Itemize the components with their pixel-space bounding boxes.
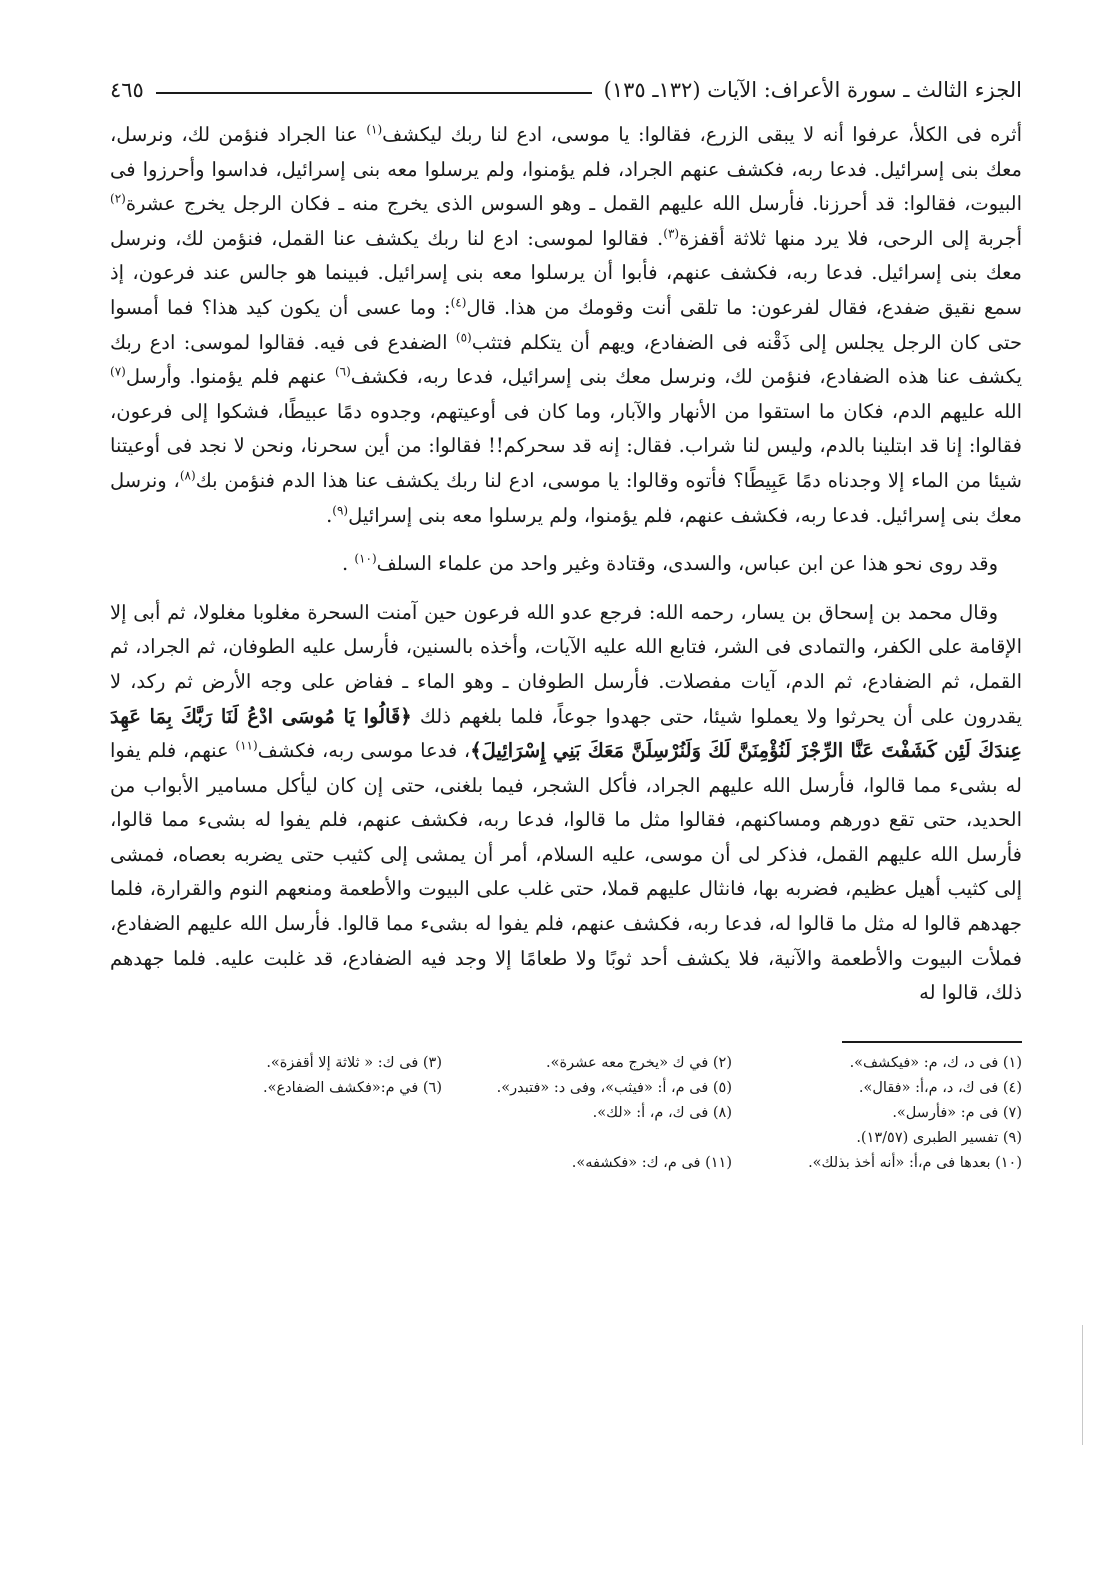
- footnotes: [110, 1051, 1022, 1176]
- page-number: ٤٦٥: [110, 78, 144, 102]
- footnote-ref-11[interactable]: (١١): [235, 738, 258, 753]
- footnote-ref-9[interactable]: (٩): [332, 503, 349, 518]
- footnote-6: (٦) في م:«فكشف الضفادع».: [263, 1079, 442, 1096]
- footnote-3: (٣) فى ك: « ثلاثة إلا أقفزة».: [266, 1054, 442, 1071]
- text-segment: وقال محمد بن إسحاق بن يسار، رحمه الله: فرجع عدو الله فرعون حين آمنت السحرة مغلوبا مغلولا، ثم أبى إلا الإقامة على الكفر، والتمادى فى الشر، فتابع الله عليه الآيات، وأخذه بالسنين، فأرسل عليه الطوفان، ثم الجراد، ثم القمل، ثم الضفادع، ثم الدم، آيات مفصلات. فأرسل الطوفان ـ وهو الماء ـ ففاض على وجه الأرض ثم ركد، لا يقدرون على أن يحرثوا ولا يعملوا شيئا، حتى جهدوا جوعاً، فلما بلغهم ذلك: [110, 600, 1022, 728]
- text-segment: . فقالوا لموسى: ادع لنا ربك يكشف عنا القمل، فنؤمن لك، ونرسل معك بنى إسرائيل. فدعا ربه، فكشف عنهم، فأبوا أن يرسلوا معه بنى إسرائيل. فبينما هو جالس عند فرعون، إذ سمع نقيق ضفدع، فقال لفرعون: ما تلقى أنت وقومك من هذا. قال: [110, 226, 1022, 319]
- text-segment: الضفدع فى فيه. فقالوا لموسى: ادع ربك يكشف عنا هذه الضفادع، فنؤمن لك، ونرسل معك بنى إسرائيل، فدعا ربه، فكشف: [110, 330, 1022, 389]
- running-header: [110, 70, 1022, 110]
- footnote-ref-4[interactable]: (٤): [450, 295, 467, 310]
- footnote-ref-6[interactable]: (٦): [334, 364, 351, 379]
- text-segment: الله عليهم الدم، فكان ما استقوا من الأنهار والآبار، وما كان فى أوعيتهم، وجدوه دمًا عبيطًا، فشكوا إلى فرعون، فقالوا: إنا قد ابتلينا بالدم، وليس لنا شراب. فقال: إنه قد سحركم!! فقالوا: من أين سحرنا، ونحن لا نجد فى أوعيتنا شيئا من الماء إلا وجدناه دمًا عَبِيطًا؟ فأتوه وقالوا: يا موسى، ادع لنا ربك يكشف عنا هذا الدم فنؤمن بك: [110, 399, 1023, 492]
- header-rule: [156, 92, 592, 94]
- text-segment: ، ونرسل معك بنى إسرائيل. فدعا ربه، فكشف عنهم، فلم يؤمنوا، ولم يرسلوا معه بنى إسرائيل: [110, 468, 1022, 527]
- footnote-row: [110, 1151, 1022, 1176]
- footnote-ref-3[interactable]: (٣): [663, 226, 680, 241]
- footnote-ref-7[interactable]: (٧): [110, 364, 126, 379]
- text-segment: : وما عسى أن يكون كيد هذا؟ فما أمسوا حتى كان الرجل يجلس إلى ذَقْنه فى الضفادع، ويهم أن يتكلم فتثب: [110, 295, 1022, 354]
- text-segment: أثره فى الكلأ، عرفوا أنه لا يبقى الزرع، فقالوا: يا موسى، ادع لنا ربك ليكشف: [382, 123, 1022, 146]
- paragraph-2: [110, 547, 1022, 582]
- header-title: الجزء الثالث ـ سورة الأعراف: الآيات (١٣٢ـ ١٣٥): [603, 78, 1022, 102]
- footnote-row: [110, 1076, 1022, 1101]
- footnote-ref-10[interactable]: (١٠): [354, 551, 377, 566]
- text-segment: أجربة إلى الرحى، فلا يرد منها ثلاثة أقفزة: [679, 226, 1022, 250]
- scan-margin-mark: [1082, 1325, 1083, 1445]
- footnote-4: (٤) فى ك، د، م،أ: «فقال».: [858, 1079, 1022, 1096]
- footnote-separator: [842, 1041, 1022, 1043]
- text-segment: .: [326, 503, 333, 527]
- footnote-7: (٧) فى م: «فأرسل».: [892, 1104, 1022, 1121]
- footnote-9: (٩) تفسير الطبرى (١٣/٥٧).: [856, 1129, 1022, 1146]
- main-text: [110, 118, 1022, 1011]
- footnote-8: (٨) فى ك، م، أ: «لك».: [592, 1104, 732, 1121]
- footnote-ref-2[interactable]: (٢): [110, 191, 126, 206]
- quran-verse: ﴿قَالُوا يَا مُوسَى ادْعُ لَنَا رَبَّكَ بِمَا عَهِدَ عِندَكَ لَئِن كَشَفْتَ عَنَّا الرِّجْزَ لَنُؤْمِنَنَّ لَكَ وَلَنُرْسِلَنَّ مَعَكَ بَنِي إِسْرَائِيلَ﴾: [110, 704, 1022, 763]
- footnote-5: (٥) فى م، أ: «فيثب»، وفى د: «فتبدر».: [496, 1079, 732, 1096]
- footnote-row: [110, 1051, 1022, 1076]
- footnote-ref-5[interactable]: (٥): [455, 330, 472, 345]
- footnote-ref-1[interactable]: (١): [366, 122, 383, 137]
- text-segment: .: [341, 552, 355, 576]
- footnote-row: [110, 1126, 1022, 1151]
- footnote-10: (١٠) بعدها فى م،أ: «أنه أخذ بذلك».: [808, 1154, 1022, 1171]
- text-segment: ، فدعا موسى ربه، فكشف: [257, 739, 471, 763]
- footnote-1: (١) فى د، ك، م: «فيكشف».: [849, 1054, 1022, 1071]
- text-segment: عنهم، فلم يفوا له بشىء مما قالوا، فأرسل الله عليهم الجراد، فأكل الشجر، فيما بلغنى، حتى إن كان ليأكل مسامير الأبواب من الحديد، حتى تقع دورهم ومساكنهم، فقالوا مثل ما قالوا، فدعا ربه، فكشف عنهم، فلم يفوا له بشىء مما قالوا، فأرسل الله عليهم القمل، فذكر لى أن موسى، عليه السلام، أمر أن يمشى إلى كثيب حتى يضربه بعصاه، فمشى إلى كثيب أهيل عظيم، فضربه بها، فانثال عليهم قملا، حتى غلب على البيوت والأطعمة ومنعهم النوم والقرارة، فلما جهدهم قالوا له مثل ما قالوا له، فدعا ربه، فكشف عنهم، فلم يفوا له بشىء مما قالوا. فأرسل الله عليهم الضفادع، فملأت البيوت والأطعمة والآنية، فلا يكشف أحد ثوبًا ولا طعامًا إلا وجد فيه الضفادع، قد غلبت عليه. فلما جهدهم ذلك، قالوا له: [110, 739, 1022, 1005]
- text-segment: عنا الجراد فنؤمن لك، ونرسل، معك بنى إسرائيل. فدعا ربه، فكشف عنهم الجراد، فلم يؤمنوا، ولم يرسلوا معه بنى إسرائيل، فداسوا وأحرزوا فى البيوت، فقالوا: قد أحرزنا. فأرسل الله عليهم القمل ـ وهو السوس الذى يخرج منه ـ فكان الرجل يخرج عشرة: [110, 123, 1022, 216]
- footnote-2: (٢) في ك «يخرج معه عشرة».: [546, 1054, 732, 1071]
- book-page: [110, 70, 1022, 1570]
- footnote-11: (١١) فى م، ك: «فكشفه».: [571, 1154, 732, 1171]
- text-segment: وقد روى نحو هذا عن ابن عباس، والسدى، وقتادة وغير واحد من علماء السلف: [376, 552, 998, 576]
- paragraph-1: [110, 118, 1022, 533]
- text-segment: عنهم فلم يؤمنوا. وأرسل: [125, 365, 335, 389]
- footnote-ref-8[interactable]: (٨): [179, 468, 196, 483]
- paragraph-3: [110, 596, 1022, 1011]
- footnote-row: [110, 1101, 1022, 1126]
